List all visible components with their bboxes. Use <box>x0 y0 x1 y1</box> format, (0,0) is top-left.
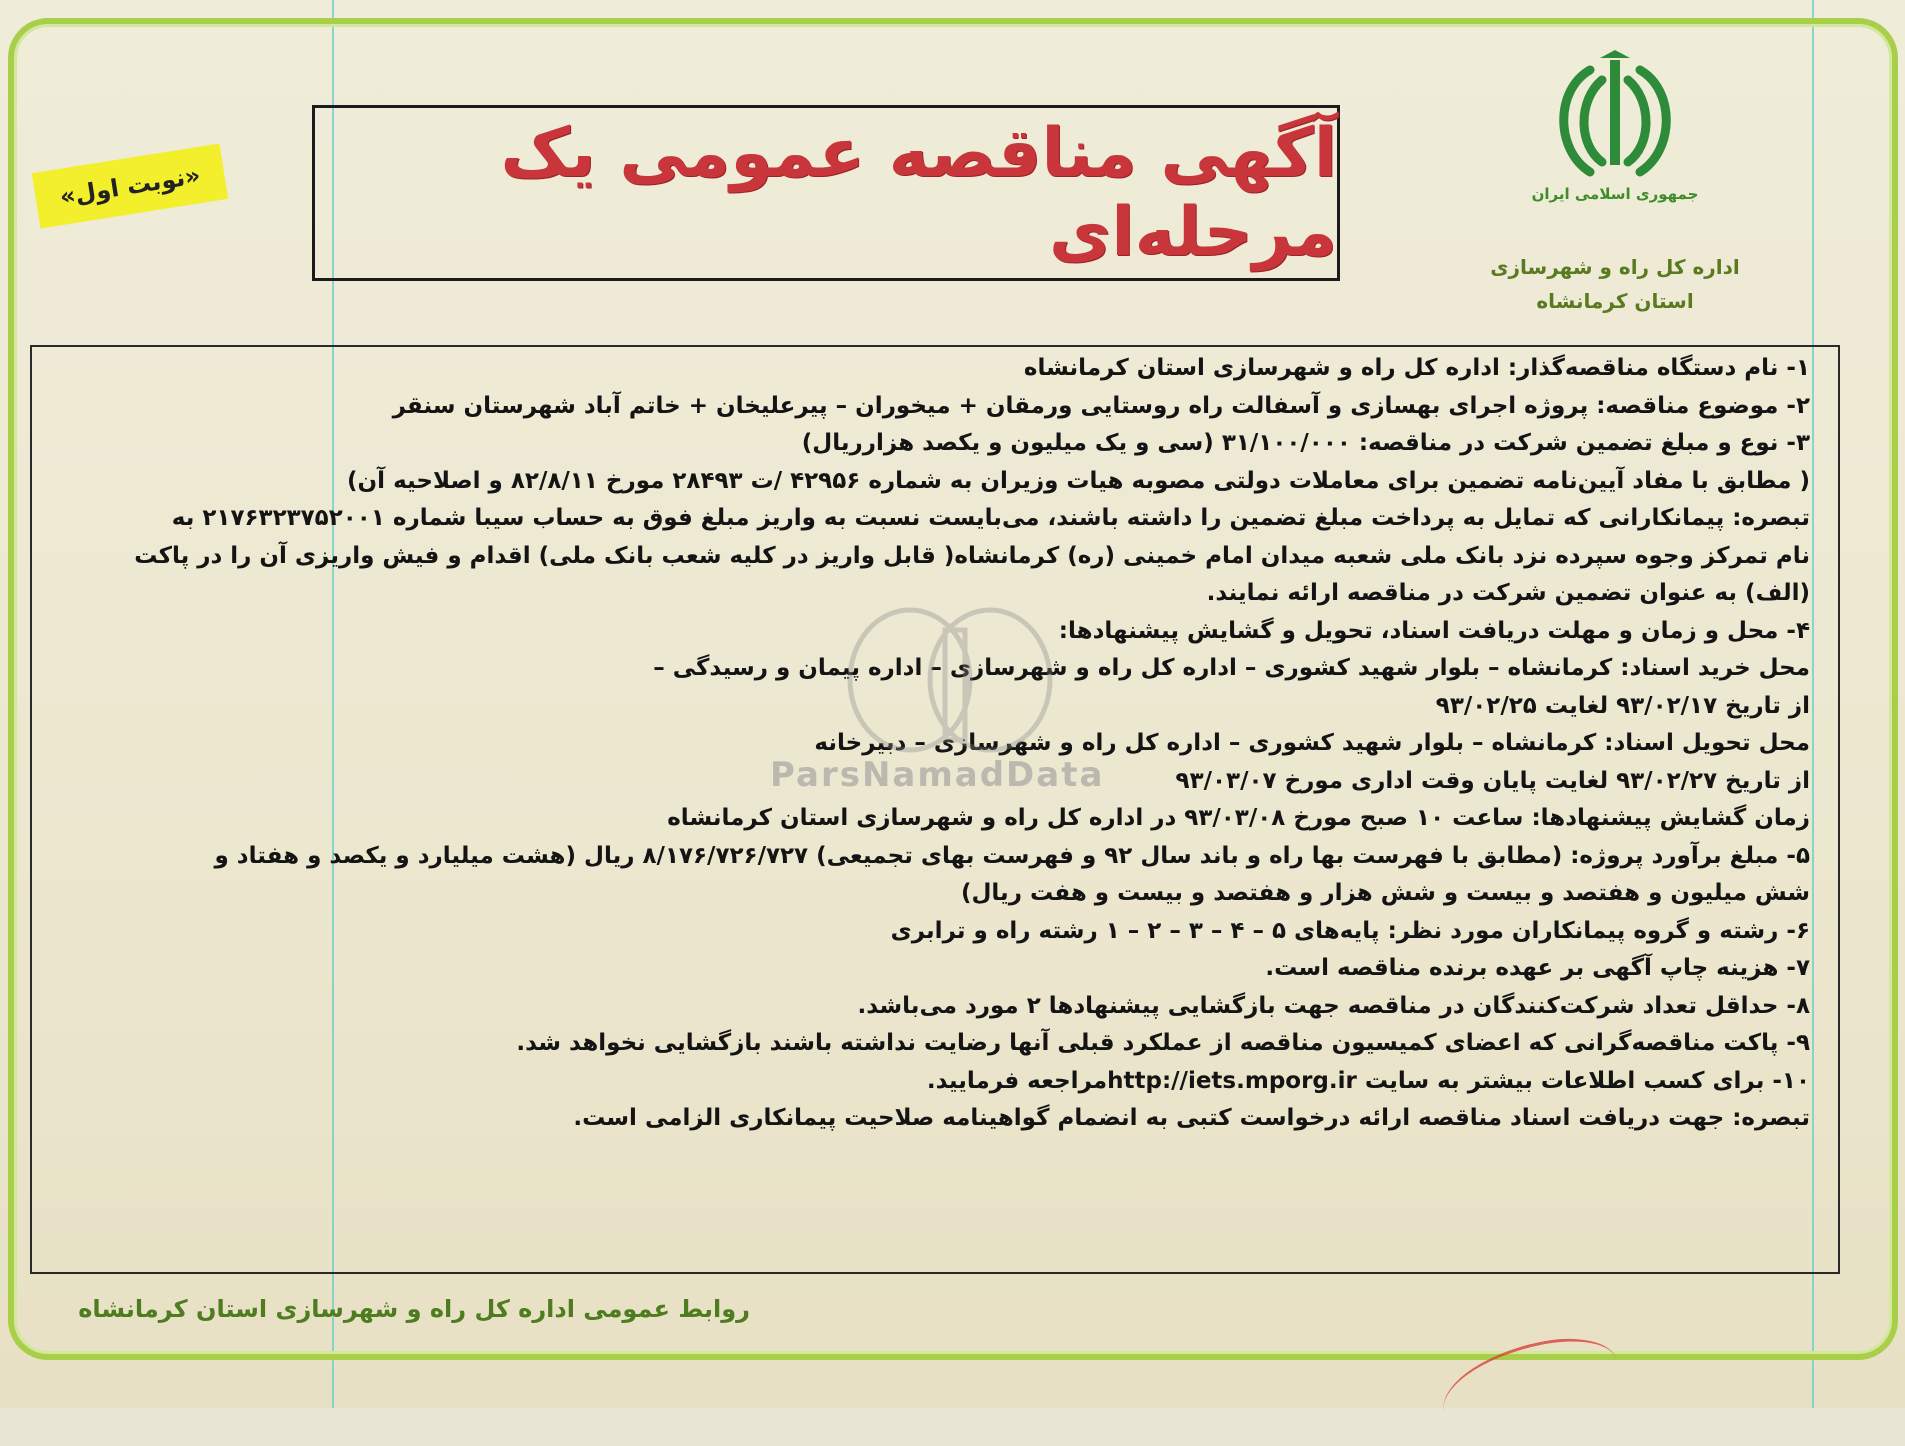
body-line: ۵- مبلغ برآورد پروژه: (مطابق با فهرست بها راه و باند سال ۹۲ و فهرست بهای تجمیعی) ۸/۱۷۶/۷۲۶/۷۲۷ ریال (هشت میلیارد و یکصد و هفتاد و <box>214 842 1810 869</box>
body-line: محل تحویل اسناد: کرمانشاه – بلوار شهید کشوری – اداره کل راه و شهرسازی – دبیرخانه <box>814 730 1810 756</box>
body-line: ۹- پاکت مناقصه‌گرانی که اعضای کمیسیون مناقصه از عملکرد قبلی آنها رضایت نداشته باشند بازگشایی نخواهد شد. <box>516 1030 1810 1056</box>
office-name <box>1490 250 1740 318</box>
body-line: تبصره: پیمانکارانی که تمایل به پرداخت مبلغ تضمین را داشته باشند، می‌بایست نسبت به واریز مبلغ فوق به حساب سیبا شماره ۲۱۷۶۳۲۳۷۵۲۰۰۱ به <box>171 505 1810 531</box>
body-line: ۴- محل و زمان و مهلت دریافت اسناد، تحویل و گشایش پیشنهادها: <box>1058 617 1810 644</box>
office-line-2: استان کرمانشاه <box>1536 289 1694 313</box>
body-line: ۸- حداقل تعداد شرکت‌کنندگان در مناقصه جهت بازگشایی پیشنهادها ۲ مورد می‌باشد. <box>857 992 1810 1019</box>
body-line: ۳- نوع و مبلغ تضمین شرکت در مناقصه: ۳۱/۱۰۰/۰۰۰ (سی و یک میلیون و یکصد هزارریال) <box>801 430 1810 456</box>
body-line: ۶- رشته و گروه پیمانکاران مورد نظر: پایه‌های ۵ – ۴ – ۳ – ۲ – ۱ رشته راه و ترابری <box>890 917 1810 944</box>
body-line: شش میلیون و هفتصد و بیست و شش هزار و هفتصد و بیست و هفت ریال) <box>960 880 1810 906</box>
emblem-caption: جمهوری اسلامی ایران <box>1531 185 1699 203</box>
iran-emblem-icon <box>1530 50 1700 200</box>
ad-title: آگهی مناقصه عمومی یک مرحله‌ای <box>500 114 1337 272</box>
body-line: از تاریخ ۹۳/۰۲/۲۷ لغایت پایان وقت اداری مورخ ۹۳/۰۳/۰۷ <box>1175 767 1810 794</box>
watermark-text: ParsNamadData <box>770 755 1105 795</box>
footer-credit: روابط عمومی اداره کل راه و شهرسازی استان کرمانشاه <box>78 1295 750 1323</box>
body-line: ۷- هزینه چاپ آگهی بر عهده برنده مناقصه است. <box>1265 955 1810 981</box>
body-line: از تاریخ ۹۳/۰۲/۱۷ لغایت ۹۳/۰۲/۲۵ <box>1435 692 1810 719</box>
title-box <box>312 105 1340 281</box>
issue-badge: «نوبت اول» <box>32 143 228 228</box>
body-line: ( مطابق با مفاد آیین‌نامه تضمین برای معاملات دولتی مصوبه هیات وزیران به شماره ۴۲۹۵۶ /ت ۲۸۴۹۳ مورخ ۸۲/۸/۱۱ و اصلاحیه آن) <box>347 467 1810 494</box>
body-line: محل خرید اسناد: کرمانشاه – بلوار شهید کشوری – اداره کل راه و شهرسازی – اداره پیمان و رسیدگی – <box>653 655 1810 681</box>
body-line: زمان گشایش پیشنهادها: ساعت ۱۰ صبح مورخ ۹۳/۰۳/۰۸ در اداره کل راه و شهرسازی استان کرمانشاه <box>667 805 1810 831</box>
body-line: تبصره: جهت دریافت اسناد مناقصه ارائه درخواست کتبی به انضمام گواهینامه صلاحیت پیمانکاری الزامی است. <box>573 1105 1810 1131</box>
ad-body <box>40 350 1810 1138</box>
body-line: ۲- موضوع مناقصه: پروژه اجرای بهسازی و آسفالت راه روستایی ورمقان + میخوران – پیرعلیخان + خاتم آباد شهرستان سنقر <box>392 392 1810 419</box>
office-line-1: اداره کل راه و شهرسازی <box>1490 255 1740 279</box>
body-line: نام تمرکز وجوه سپرده نزد بانک ملی شعبه میدان امام خمینی (ره) کرمانشاه( قابل واریز در کلیه شعب بانک ملی) اقدام و فیش واریزی آن را در پاکت <box>134 542 1810 569</box>
body-line: (الف) به عنوان تضمین شرکت در مناقصه ارائه نمایند. <box>1206 580 1810 606</box>
body-line: ۱- نام دستگاه مناقصه‌گذار: اداره کل راه و شهرسازی استان کرمانشاه <box>1023 355 1810 381</box>
body-line: ۱۰- برای کسب اطلاعات بیشتر به سایت http://iets.mporg.irمراجعه فرمایید. <box>926 1067 1810 1094</box>
